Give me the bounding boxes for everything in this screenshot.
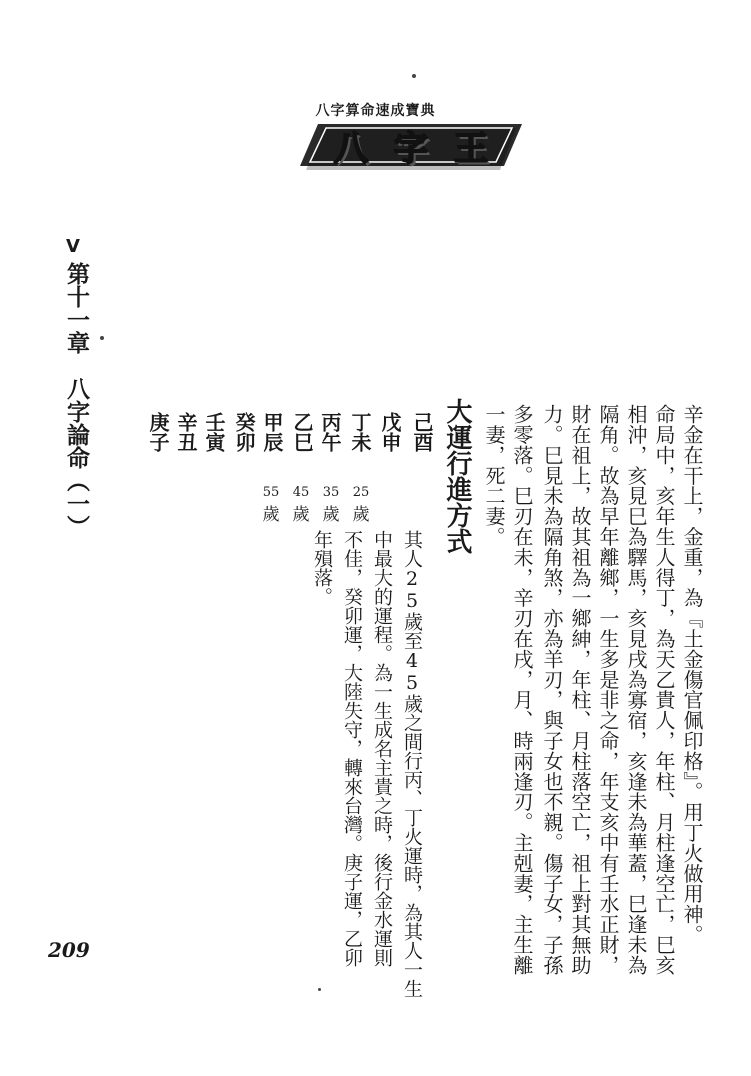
luck-pillar: 丙午 xyxy=(318,412,342,452)
luck-pillar: 乙巳 xyxy=(290,412,314,452)
page-number: 209 xyxy=(48,938,90,962)
body-column: 辛金在干上，金重，為『土金傷官佩印格』。用丁火做用神。 xyxy=(680,404,704,945)
age-mark: 55 歲 xyxy=(262,485,280,525)
scan-speck xyxy=(412,74,416,78)
body-column: 相沖，亥見巳為驛馬，亥見戌為寡宿，亥逢未為華蓋，巳逢未為 xyxy=(624,404,648,976)
luck-pillar: 丁未 xyxy=(348,412,372,452)
luck-pillar: 壬寅 xyxy=(202,412,226,452)
luck-pillar: 戊申 xyxy=(378,412,402,452)
age-mark: 35 歲 xyxy=(322,485,340,525)
banner-title: 八字王 xyxy=(334,128,514,169)
note-column: 其人25歲至45歲之間行丙、丁火運時，為其人一生 xyxy=(401,530,423,998)
body-column: 財在祖上，故其祖為一鄉紳，年柱、月柱落空亡，祖上對其無助 xyxy=(568,404,592,976)
luck-pillar: 己酉 xyxy=(410,412,434,452)
section-heading: 大運行進方式 xyxy=(442,398,472,554)
note-column: 不佳，癸卯運，大陸失守，轉來台灣。庚子運，乙卯 xyxy=(341,530,363,967)
note-column: 中最大的運程。為一生成名主貴之時，後行金水運則 xyxy=(371,530,393,967)
book-title-banner xyxy=(300,120,522,174)
body-column: 隔角。故為早年離鄉，一生多是非之命，年支亥中有壬水正財， xyxy=(596,404,620,976)
luck-pillar: 庚子 xyxy=(146,412,170,452)
age-mark: 25 歲 xyxy=(352,485,370,525)
scan-speck xyxy=(100,336,104,340)
chapter-marker: V xyxy=(66,236,80,257)
luck-pillar: 甲辰 xyxy=(260,412,284,452)
scan-speck xyxy=(318,988,321,991)
chapter-label: 第十一章 八字論命（一） xyxy=(63,262,90,538)
body-column: 力。巳見未為隔角煞，亦為羊刃，與子女也不親。傷子女，子孫 xyxy=(540,404,564,976)
note-column: 年殞落。 xyxy=(311,530,333,606)
series-title: 八字算命速成寶典 xyxy=(315,103,436,119)
luck-pillar: 辛丑 xyxy=(174,412,198,452)
age-mark: 45 歲 xyxy=(292,485,310,525)
body-column: 命局中，亥年生人得丁，為天乙貴人，年柱、月柱逢空亡，巳亥 xyxy=(652,404,676,976)
body-column: 一妻，死二妻。 xyxy=(482,404,506,547)
luck-pillar: 癸卯 xyxy=(232,412,256,452)
body-column: 多零落。巳刃在未，辛刃在戌，月、時兩逢刃。主剋妻，主生離 xyxy=(510,404,534,976)
